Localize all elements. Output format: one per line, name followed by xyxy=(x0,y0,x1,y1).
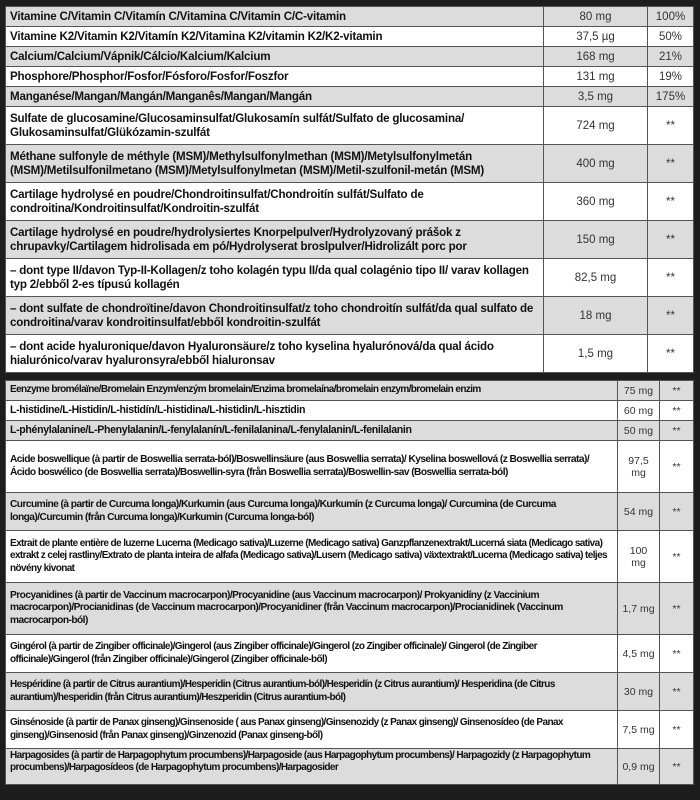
ingredient-amount: 30 mg xyxy=(618,673,660,711)
ingredient-amount: 1,7 mg xyxy=(618,583,660,635)
ingredient-name: Gingérol (à partir de Zingiber officinale)/Gingerol (aus Zingiber officinale)/Gingerol (zo Zingiber officinale)/ Gingerol (de Zingiber officinale)/Gingerol (från Zingiber officinale)/Gingerol (Zingiber officinale-ből) xyxy=(6,635,618,673)
ingredient-percent: ** xyxy=(648,145,694,183)
table-row xyxy=(6,145,694,183)
ingredient-name: Curcumine (à partir de Curcuma longa)/Kurkumin (aus Curcuma longa)/Kurkumín (z Curcuma longa)/ Curcumina (de Curcuma longa)/Curcumin (från Curcuma longa)/Kurkumin (Curcuma longa-ból) xyxy=(6,493,618,531)
ingredient-name: Extrait de plante entière de luzerne Lucerna (Medicago sativa)/Luzerne (Medicago sativa) Ganzpflanzenextrakt/Lucerná siata (Medicago sativa) extrakt z celej rastliny/Extrato de planta inteira de alfafa (Medicago sativa)/Lusern (Medicago sativa) växtextrakt/Lucerna (Medicago sativa) teljes növény kivonat xyxy=(6,531,618,583)
table-row xyxy=(6,749,694,785)
ingredient-amount: 4,5 mg xyxy=(618,635,660,673)
ingredient-amount: 1,5 mg xyxy=(544,335,648,373)
ingredient-name: Phosphore/Phosphor/Fosfor/Fósforo/Fosfor/Foszfor xyxy=(6,67,544,87)
ingredient-percent: 19% xyxy=(648,67,694,87)
ingredient-percent: ** xyxy=(648,335,694,373)
ingredient-amount: 80 mg xyxy=(544,7,648,27)
table-row xyxy=(6,401,694,421)
ingredient-amount: 3,5 mg xyxy=(544,87,648,107)
ingredient-name: L-histidine/L-Histidin/L-histidín/L-histidina/L-histidin/L-hisztidin xyxy=(6,401,618,421)
table-row xyxy=(6,381,694,401)
ingredient-amount: 97,5 mg xyxy=(618,441,660,493)
ingredient-name: Sulfate de glucosamine/Glucosaminsulfat/Glukosamín sulfát/Sulfato de glucosamina/ Glukosaminsulfat/Glükózamin-szulfát xyxy=(6,107,544,145)
ingredient-name: – dont acide hyaluronique/davon Hyaluronsäure/z toho kyselina hyalurónová/da qual ácido hialurónico/varav hyaluronsyra/ebből hialuronsav xyxy=(6,335,544,373)
table-row xyxy=(6,335,694,373)
ingredient-name: Cartilage hydrolysé en poudre/Chondroitinsulfat/Chondroitín sulfát/Sulfato de condroitina/Kondroitinsulfat/Kondroitin-szulfát xyxy=(6,183,544,221)
ingredient-percent: ** xyxy=(660,421,694,441)
table-row xyxy=(6,297,694,335)
ingredient-name: Méthane sulfonyle de méthyle (MSM)/Methylsulfonylmethan (MSM)/Metylsulfonylmetán (MSM)/Metilsulfonilmetano (MSM)/Metylsulfonylmetan (MSM)/Metil-szulfonil-metán (MSM) xyxy=(6,145,544,183)
table-row xyxy=(6,183,694,221)
ingredient-amount: 100 mg xyxy=(618,531,660,583)
ingredient-name: Vitamine C/Vitamin C/Vitamín C/Vitamina C/Vitamin C/C-vitamin xyxy=(6,7,544,27)
table-row xyxy=(6,583,694,635)
ingredient-amount: 0,9 mg xyxy=(618,749,660,785)
table-row xyxy=(6,67,694,87)
ingredient-name: Vitamine K2/Vitamin K2/Vitamín K2/Vitamina K2/vitamin K2/K2-vitamin xyxy=(6,27,544,47)
ingredient-percent: ** xyxy=(660,583,694,635)
ingredient-amount: 400 mg xyxy=(544,145,648,183)
table-row xyxy=(6,107,694,145)
ingredient-percent: ** xyxy=(660,493,694,531)
ingredient-amount: 724 mg xyxy=(544,107,648,145)
ingredient-name: L-phénylalanine/L-Phenylalanin/L-fenylalanín/L-fenilalanina/L-fenylalanin/L-fenilalanin xyxy=(6,421,618,441)
ingredient-amount: 75 mg xyxy=(618,381,660,401)
ingredient-name-text: Harpagosides (à partir de Harpagophytum procumbens)/Harpagoside (aus Harpagophytum procumbens)/ Harpagozidy (z Harpagophytum procumbens)/Harpagosídeos (de Harpagophytum procumbens)/Harpagosider xyxy=(10,749,591,774)
ingredient-name: Hespéridine (à partir de Citrus aurantium)/Hesperidin (Citrus aurantium-ból)/Hesperidín (z Citrus aurantium)/ Hesperidina (de Citrus aurantium)/hesperidin (från Citrus aurantium)/Heszperidin (Citrus aurantium-ból) xyxy=(6,673,618,711)
ingredient-amount: 7,5 mg xyxy=(618,711,660,749)
table-row xyxy=(6,635,694,673)
ingredient-percent: 100% xyxy=(648,7,694,27)
ingredient-amount: 168 mg xyxy=(544,47,648,67)
ingredient-amount: 37,5 µg xyxy=(544,27,648,47)
ingredient-percent: ** xyxy=(660,749,694,785)
table-row xyxy=(6,673,694,711)
ingredient-percent: ** xyxy=(660,531,694,583)
ingredient-percent: ** xyxy=(648,107,694,145)
table-row xyxy=(6,531,694,583)
ingredient-name: Manganése/Mangan/Mangán/Manganês/Mangan/Mangán xyxy=(6,87,544,107)
table-row xyxy=(6,7,694,27)
table-row xyxy=(6,493,694,531)
nutrient-table-bottom xyxy=(5,380,694,785)
ingredient-name: Ginsénoside (à partir de Panax ginseng)/Ginsenoside ( aus Panax ginseng)/Ginsenozidy (z Panax ginseng)/ Ginsenosídeo (de Panax ginseng)/Ginsenosid (från Panax ginseng)/Ginzenozid (Panax ginseng-ből) xyxy=(6,711,618,749)
ingredient-percent: ** xyxy=(648,221,694,259)
ingredient-percent: ** xyxy=(648,297,694,335)
table-row xyxy=(6,87,694,107)
ingredient-amount: 131 mg xyxy=(544,67,648,87)
ingredient-percent: ** xyxy=(660,441,694,493)
ingredient-amount: 18 mg xyxy=(544,297,648,335)
ingredient-name: – dont type II/davon Typ-II-Kollagen/z toho kolagén typu II/da qual colagénio tipo II/ varav kollagen typ 2/ebből 2-es típusú kollagén xyxy=(6,259,544,297)
ingredient-name: Procyanidines (à partir de Vaccinum macrocarpon)/Procyanidine (aus Vaccinum macrocarpon)/ Prokyanidíny (z Vaccinium macrocarpon)/Procianidinas (de Vaccinum macrocarpon)/Procyanidiner (från Vaccinum macrocarpon)/Procianidinek (Vaccinum macrocarpon-ból) xyxy=(6,583,618,635)
table-row xyxy=(6,221,694,259)
ingredient-percent: ** xyxy=(660,381,694,401)
ingredient-name: – dont sulfate de chondroïtine/davon Chondroitinsulfat/z toho chondroitín sulfát/da qual sulfato de condroitina/varav kondroitinsulfat/ebből kondroitin-szulfát xyxy=(6,297,544,335)
ingredient-percent: ** xyxy=(660,711,694,749)
ingredient-amount: 54 mg xyxy=(618,493,660,531)
ingredient-name: Calcium/Calcium/Vápnik/Cálcio/Kalcium/Kalcium xyxy=(6,47,544,67)
table-row xyxy=(6,47,694,67)
nutrient-table-top xyxy=(5,6,694,373)
ingredient-amount: 360 mg xyxy=(544,183,648,221)
ingredient-percent: ** xyxy=(660,635,694,673)
table-row xyxy=(6,421,694,441)
ingredient-percent: ** xyxy=(660,401,694,421)
ingredient-percent: 21% xyxy=(648,47,694,67)
ingredient-amount: 60 mg xyxy=(618,401,660,421)
ingredient-amount: 150 mg xyxy=(544,221,648,259)
table-row xyxy=(6,27,694,47)
table-row xyxy=(6,711,694,749)
ingredient-name: Eenzyme bromélaïne/Bromelain Enzym/enzým bromelain/Enzima bromelaína/bromelain enzym/bromelain enzim xyxy=(6,381,618,401)
ingredient-percent: ** xyxy=(648,183,694,221)
ingredient-percent: 175% xyxy=(648,87,694,107)
ingredient-name: Cartilage hydrolysé en poudre/hydrolysiertes Knorpelpulver/Hydrolyzovaný prášok z chrupavky/Cartilagem hidrolisada em pó/Hydrolyserat broslpulver/Hidrolizált porc por xyxy=(6,221,544,259)
table-row xyxy=(6,441,694,493)
ingredient-percent: ** xyxy=(648,259,694,297)
ingredient-amount: 50 mg xyxy=(618,421,660,441)
ingredient-percent: 50% xyxy=(648,27,694,47)
table-row xyxy=(6,259,694,297)
ingredient-amount: 82,5 mg xyxy=(544,259,648,297)
ingredient-name xyxy=(6,749,618,785)
ingredient-percent: ** xyxy=(660,673,694,711)
ingredient-name: Acide boswellique (à partir de Boswellia serrata-ból)/Boswellinsäure (aus Boswellia serrata)/ Kyselina boswellová (z Boswellia serrata)/Ácido boswélico (de Boswellia serrata)/Boswellin-syra (från Boswellia serrata)/Boswellin-sav (Boswellia serrata-ból) xyxy=(6,441,618,493)
